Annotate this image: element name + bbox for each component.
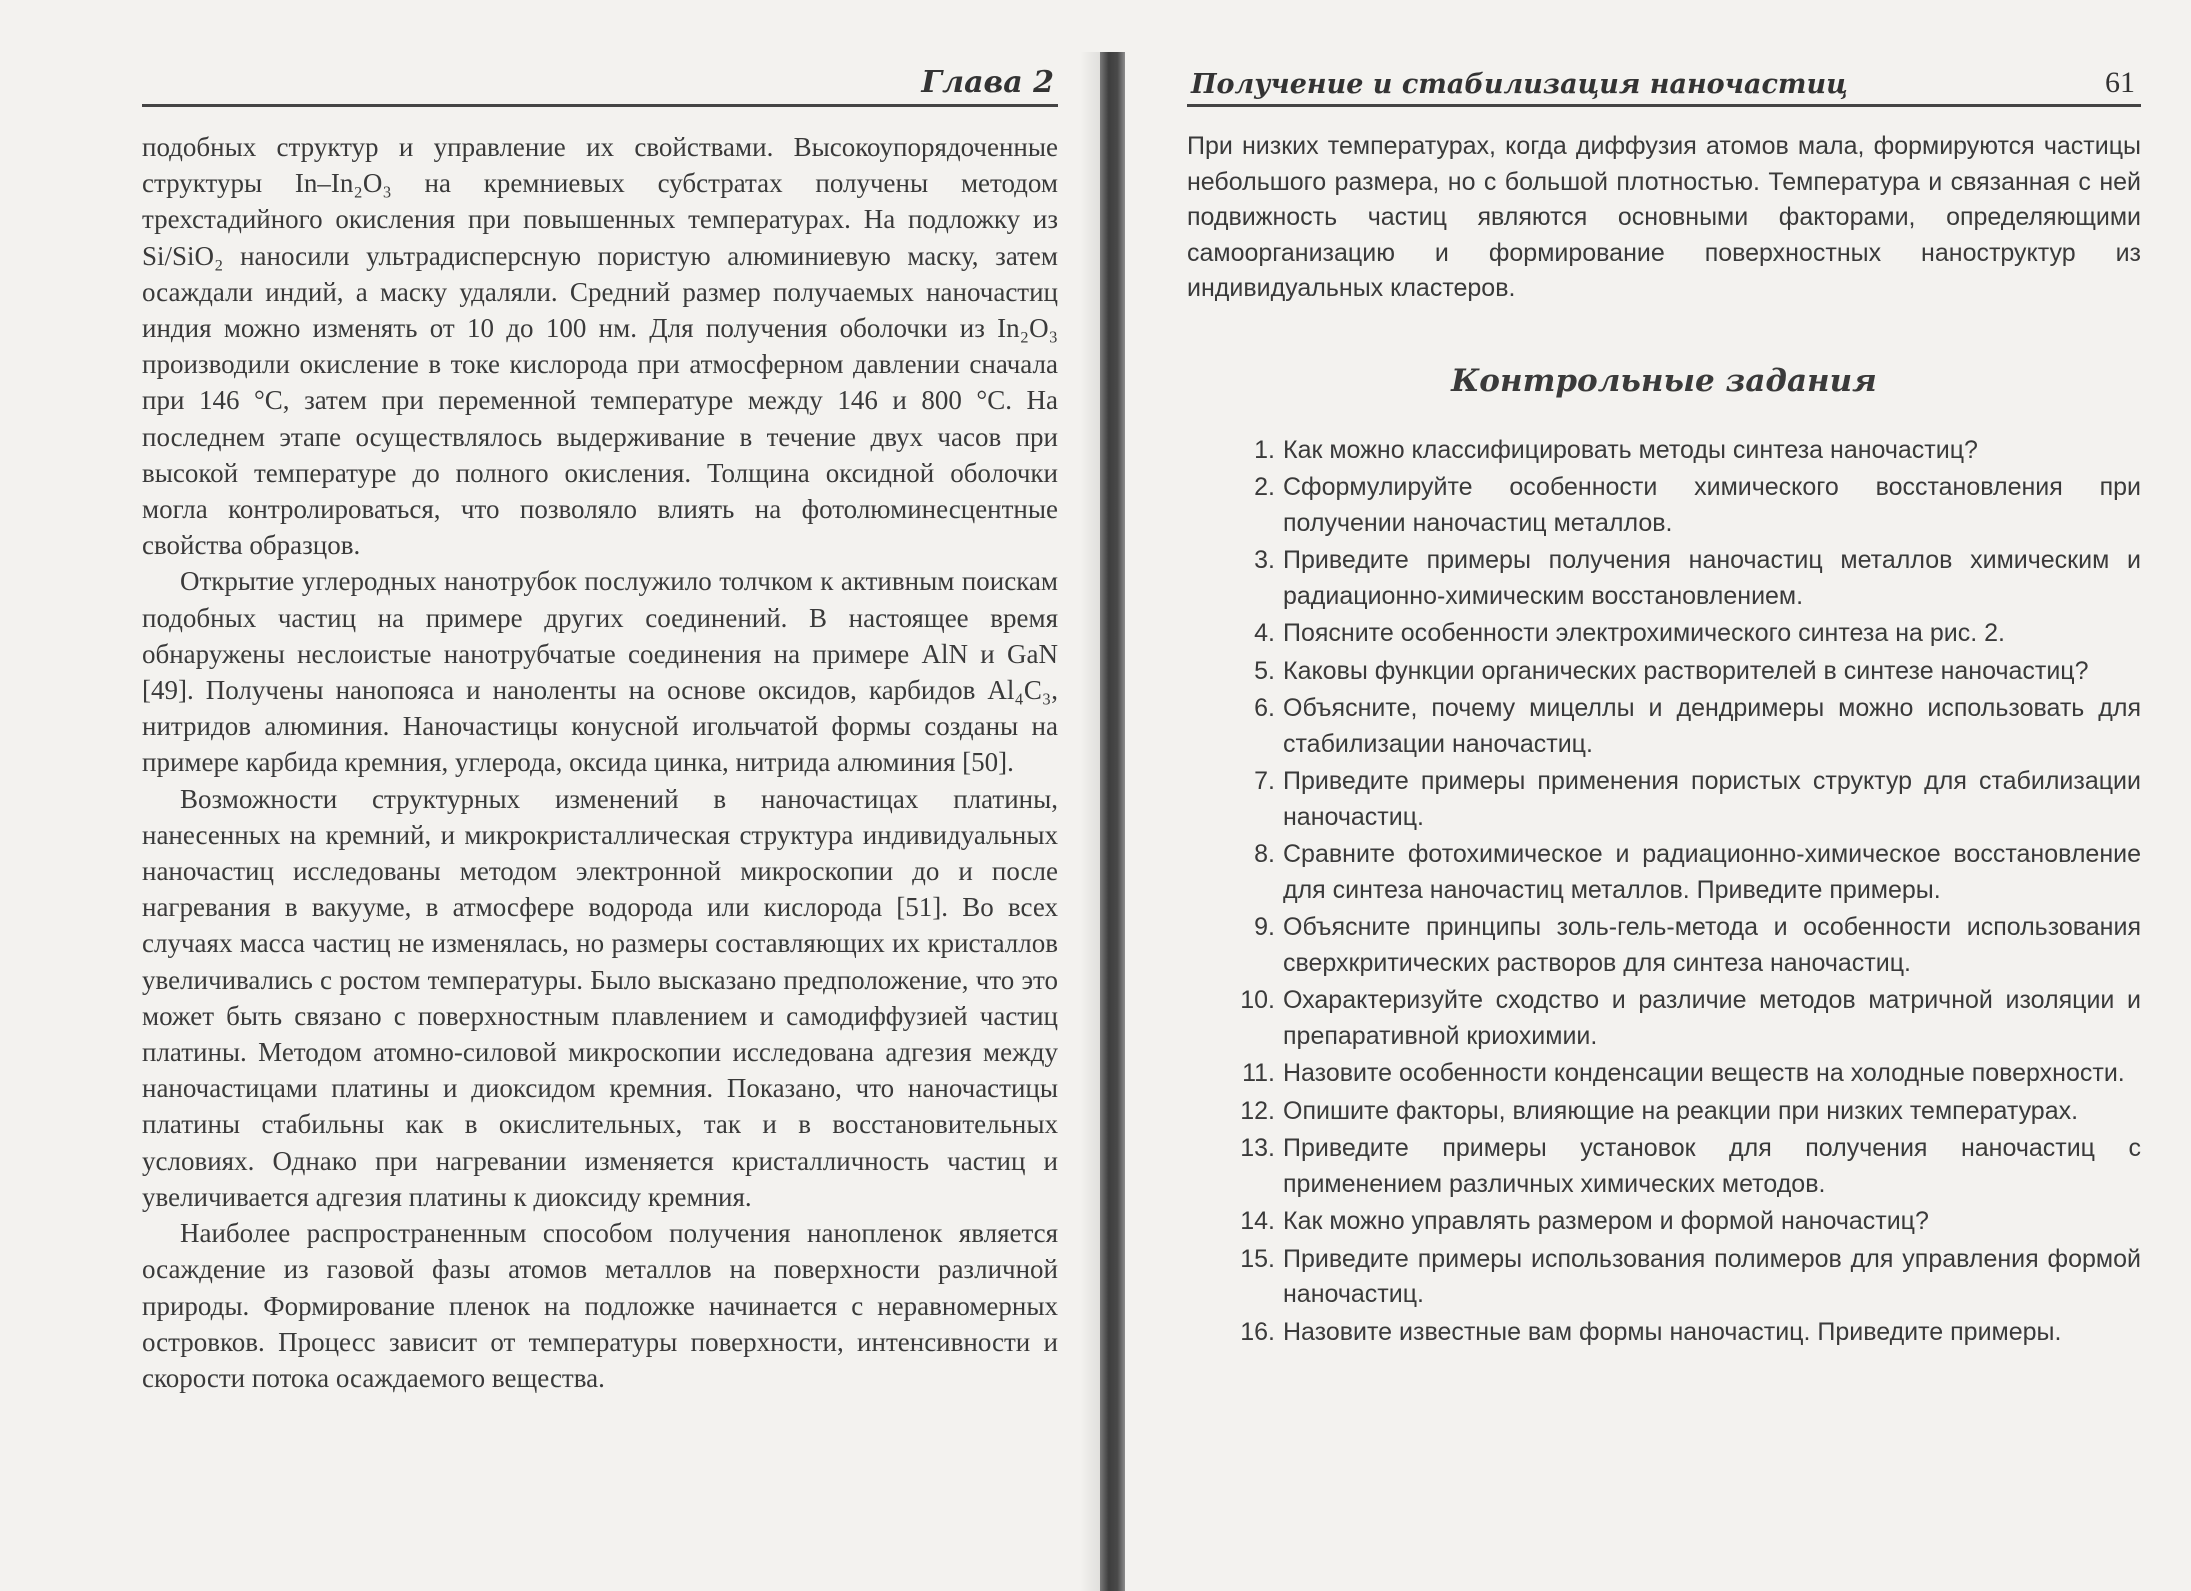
task-number: 3. <box>1254 546 1275 574</box>
task-number: 5. <box>1254 656 1275 685</box>
list-item <box>1227 1131 2141 1202</box>
list-item <box>1227 1094 2141 1130</box>
right-running-head: Получение и стабилизация наночастиц <box>1191 69 1848 100</box>
list-item <box>1227 983 2141 1054</box>
left-running-head: Глава 2 <box>921 65 1054 100</box>
paragraph: Возможности структурных изменений в наночастицах платины, нанесенных на кремний, и микрокристаллическая структура индивидуальных наночастиц исследованы методом электронной микроскопии до и после нагревания в вакууме, в атмосфере водорода или кислорода [51]. Во всех случаях масса частиц не изменялась, но размеры составляющих их кристаллов увеличивались с ростом температуры. Было высказано предположение, что это может быть связано с поверхностным плавлением и самодиффузией частиц платины. Методом атомно-силовой микроскопии исследована адгезия между наночастицами платины и диоксидом кремния. Показано, что наночастицы платины стабильны как в окислительных, так и в восстановительных условиях. Однако при нагревании изменяется кристалличность частиц и увеличивается адгезия платины к диоксиду кремния. <box>142 783 1058 1212</box>
task-number: 7. <box>1254 767 1275 795</box>
task-number: 6. <box>1254 694 1275 722</box>
paragraph: Наиболее распространенным способом получения нанопленок является осаждение из газовой фазы атомов металлов на поверхности различной природы. Формирование пленок на подложке начинается с неравномерных островков. Процесс зависит от температуры поверхности, интенсивности и скорости потока осаждаемого вещества. <box>142 1218 1058 1393</box>
task-number: 12. <box>1240 1096 1275 1125</box>
right-page-header <box>1187 60 2141 107</box>
list-item <box>1227 1315 2141 1351</box>
section-title: Контрольные задания <box>1451 362 1877 399</box>
task-number: 9. <box>1254 913 1275 941</box>
list-item <box>1227 616 2141 652</box>
task-text: Поясните особенности электрохимического синтеза на рис. 2. <box>1283 619 2005 647</box>
list-item <box>1227 910 2141 981</box>
task-text: Назовите особенности конденсации веществ на холодные поверхности. <box>1283 1059 2125 1087</box>
task-text: Охарактеризуйте сходство и различие методов матричной изоляции и препаративной криохимии. <box>1283 986 2141 1050</box>
right-page <box>1125 0 2191 1591</box>
left-page-header <box>142 60 1058 107</box>
task-text: Приведите примеры получения наночастиц металлов химическим и радиационно-химическим восстановлением. <box>1283 546 2141 610</box>
task-number: 14. <box>1240 1207 1275 1235</box>
task-number: 15. <box>1240 1244 1275 1273</box>
task-text: Назовите известные вам формы наночастиц. Приведите примеры. <box>1283 1317 2062 1346</box>
task-text: Каковы функции органических растворителей в синтезе наночастиц? <box>1283 656 2089 685</box>
task-number: 8. <box>1254 840 1275 868</box>
task-text: Объясните, почему мицеллы и дендримеры можно использовать для стабилизации наночастиц. <box>1283 694 2141 758</box>
list-item <box>1227 691 2141 762</box>
book-spine <box>1100 52 1125 1591</box>
task-text: Как можно классифицировать методы синтеза наночастиц? <box>1283 435 1978 464</box>
list-item <box>1227 654 2141 690</box>
task-text: Как можно управлять размером и формой наночастиц? <box>1283 1207 1929 1235</box>
task-number: 10. <box>1240 986 1275 1014</box>
list-item <box>1227 1204 2141 1240</box>
task-number: 1. <box>1254 435 1275 464</box>
list-item <box>1227 543 2141 614</box>
list-item <box>1227 837 2141 908</box>
task-number: 11. <box>1242 1059 1275 1087</box>
task-text: Опишите факторы, влияющие на реакции при низких температурах. <box>1283 1096 2079 1125</box>
task-text: Сформулируйте особенности химического восстановления при получении наночастиц металлов. <box>1283 473 2141 537</box>
list-item <box>1227 1056 2141 1092</box>
list-item <box>1227 470 2141 541</box>
task-number: 2. <box>1254 473 1275 501</box>
task-number: 4. <box>1254 619 1275 647</box>
task-number: 13. <box>1240 1134 1275 1162</box>
intro-paragraph: При низких температурах, когда диффузия атомов мала, формируются частицы небольшого размера, но с большой плотностью. Температура и связанная с ней подвижность частиц являются основными факторами, определяющими самоорганизацию и формирование поверхностных наноструктур из индивидуальных кластеров. <box>1187 132 2141 302</box>
task-text: Приведите примеры использования полимеров для управления формой наночастиц. <box>1283 1244 2141 1308</box>
paragraph: подобных структур и управление их свойствами. Высокоупорядоченные структуры In–In₂O₃ на кремниевых субстратах получены методом трехстадийного окисления при повышенных температурах. На подложку из Si/SiO₂ наносили ультрадисперсную пористую алюминиевую маску, затем осаждали индий, а маску удаляли. Средний размер получаемых наночастиц индия можно изменять от 10 до 100 нм. Для получения оболочки из In₂O₃ производили окисление в токе кислорода при атмосферном давлении сначала при 146 °C, затем при переменной температуре между 146 и 800 °C. На последнем этапе осуществлялось выдерживание в течение двух часов при высокой температуре до полного окисления. Толщина оксидной оболочки могла контролироваться, что позволяло влиять на фотолюминесцентные свойства образцов. <box>142 132 1058 561</box>
task-text: Приведите примеры применения пористых структур для стабилизации наночастиц. <box>1283 767 2141 831</box>
paragraph: Открытие углеродных нанотрубок послужило толчком к активным поискам подобных частиц на примере других соединений. В настоящее время обнаружены неслоистые нанотрубчатые соединения на примере AlN и GaN [49]. Получены нанопояса и наноленты на основе оксидов, карбидов Al₄C₃, нитридов алюминия. Наночастицы конусной игольчатой формы созданы на примере карбида кремния, углерода, оксида цинка, нитрида алюминия [50]. <box>142 566 1058 778</box>
page-number: 61 <box>2105 66 2135 99</box>
task-number: 16. <box>1240 1317 1275 1346</box>
task-text: Сравните фотохимическое и радиационно-химическое восстановление для синтеза наночастиц металлов. Приведите примеры. <box>1283 840 2141 904</box>
list-item <box>1227 433 2141 469</box>
list-item <box>1227 1242 2141 1313</box>
list-item <box>1227 764 2141 835</box>
task-list <box>1187 433 2141 1351</box>
task-text: Приведите примеры установок для получения наночастиц с применением различных химических методов. <box>1283 1134 2141 1198</box>
task-text: Объясните принципы золь-гель-метода и особенности использования сверхкритических растворов для синтеза наночастиц. <box>1283 913 2141 977</box>
